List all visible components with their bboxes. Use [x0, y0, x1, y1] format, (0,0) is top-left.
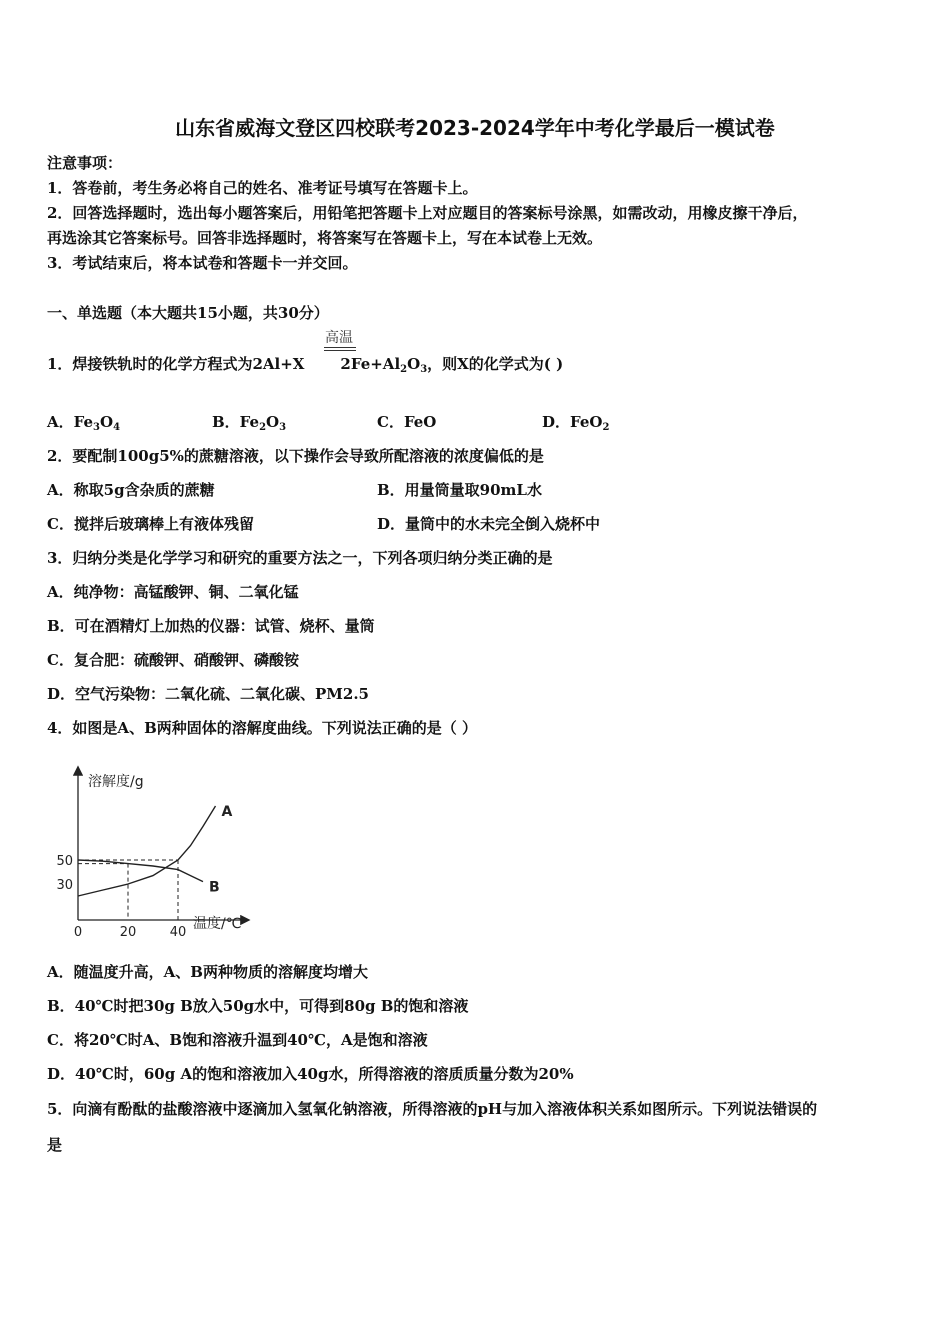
q1-option-c[interactable]: C．FeO — [377, 413, 437, 431]
notice-item: 再选涂其它答案标号。回答非选择题时，将答案写在答题卡上，写在本试卷上无效。 — [47, 229, 603, 247]
y-tick-label: 50 — [56, 854, 73, 869]
q3-option-c[interactable]: C．复合肥：硫酸钾、硝酸钾、磷酸铵 — [47, 651, 299, 669]
q4-option-c[interactable]: C．将20℃时A、B饱和溶液升温到40℃，A是饱和溶液 — [47, 1031, 428, 1049]
q1-product-1: 2Fe+Al — [340, 355, 401, 373]
q1-question: ，则X的化学式为( ) — [427, 355, 564, 373]
question-3-stem: 3．归纳分类是化学学习和研究的重要方法之一，下列各项归纳分类正确的是 — [47, 549, 553, 567]
x-axis-label: 温度/℃ — [193, 916, 242, 932]
q4-option-b[interactable]: B．40℃时把30g B放入50g水中，可得到80g B的饱和溶液 — [47, 997, 469, 1015]
q1-condition-label: 高温 — [325, 330, 353, 346]
notice-heading: 注意事项： — [47, 154, 123, 172]
question-5-stem: 5．向滴有酚酞的盐酸溶液中逐滴加入氢氧化钠溶液，所得溶液的pH与加入溶液体积关系如图所示。下列说法错误的 — [47, 1100, 818, 1118]
q3-option-b[interactable]: B．可在酒精灯上加热的仪器：试管、烧杯、量筒 — [47, 617, 375, 635]
page-title: 山东省威海文登区四校联考2023-2024学年中考化学最后一模试卷 — [175, 116, 775, 140]
q1-option-a[interactable]: A．$Fe_3O_4$ — [47, 413, 121, 433]
q1-equation-bar — [324, 347, 356, 348]
q4-option-a[interactable]: A．随温度升高，A、B两种物质的溶解度均增大 — [47, 963, 368, 981]
q1-reactants: 1．焊接铁轨时的化学方程式为2Al+X — [47, 355, 305, 373]
question-5-stem-cont: 是 — [47, 1136, 63, 1154]
q2-option-d[interactable]: D．量筒中的水未完全倒入烧杯中 — [377, 515, 601, 533]
series-b-line — [78, 860, 203, 882]
y-axis-label: 溶解度/g — [88, 774, 144, 790]
series-a-line — [78, 806, 216, 896]
q3-option-d[interactable]: D．空气污染物：二氧化硫、二氧化碳、PM2.5 — [47, 685, 369, 703]
q1-product-2: O — [407, 355, 421, 373]
x-tick-label: 20 — [119, 925, 137, 940]
notice-item: 1．答卷前，考生务必将自己的姓名、准考证号填写在答题卡上。 — [47, 179, 478, 197]
q4-option-d[interactable]: D．40℃时，60g A的饱和溶液加入40g水，所得溶液的溶质质量分数为20% — [47, 1065, 574, 1083]
series-b-label: B — [209, 879, 220, 896]
question-1-stem — [47, 353, 563, 374]
series-a-label: A — [221, 804, 233, 820]
q1-sub: 2 — [400, 364, 408, 375]
question-2-stem: 2．要配制100g5%的蔗糖溶液，以下操作会导致所配溶液的浓度偏低的是 — [47, 447, 544, 465]
q2-option-c[interactable]: C．搅拌后玻璃棒上有液体残留 — [47, 515, 254, 533]
q1-option-d[interactable]: D．FeO$_2$ — [542, 413, 610, 433]
q3-option-a[interactable]: A．纯净物：高锰酸钾、铜、二氧化锰 — [47, 583, 299, 601]
y-tick-label: 30 — [56, 878, 73, 893]
x-tick-label: 0 — [73, 925, 83, 940]
notice-item: 3．考试结束后，将本试卷和答题卡一并交回。 — [47, 254, 358, 272]
section-heading: 一、单选题（本大题共15小题，共30分） — [47, 304, 329, 322]
question-4-stem: 4．如图是A、B两种固体的溶解度曲线。下列说法正确的是（ ） — [47, 719, 477, 737]
q1-equation-bar — [324, 350, 356, 351]
notice-item: 2．回答选择题时，选出每小题答案后，用铅笔把答题卡上对应题目的答案标号涂黑，如需改动，用橡皮擦干净后， — [47, 204, 808, 222]
q1-option-b[interactable]: B．$Fe_2O_3$ — [212, 413, 287, 433]
q1-sub: 3 — [420, 364, 428, 375]
q2-option-b[interactable]: B．用量筒量取90mL水 — [377, 481, 542, 499]
q2-option-a[interactable]: A．称取5g含杂质的蔗糖 — [47, 481, 215, 499]
solubility-chart — [50, 760, 260, 940]
x-tick-label: 40 — [169, 925, 187, 940]
